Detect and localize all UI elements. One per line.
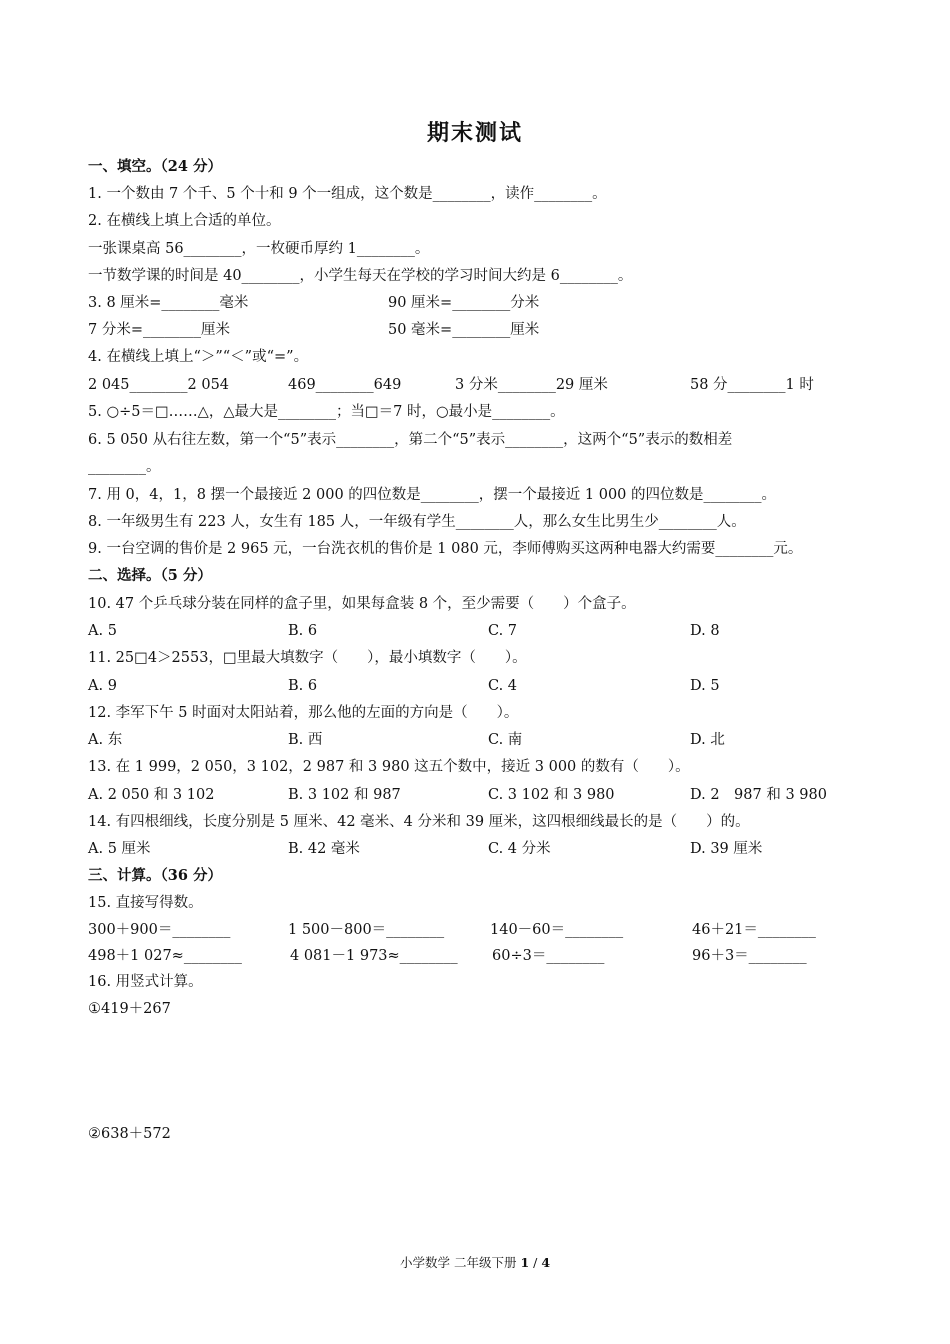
footer-page-total: 4 (541, 1255, 551, 1270)
question-14: 14. 有四根细线，长度分别是 5 厘米、42 毫米、4 分米和 39 厘米，这四根细线最长的是（ ）的。 (88, 814, 750, 830)
question-12: 12. 李军下午 5 时面对太阳站着，那么他的左面的方向是（ ）。 (88, 705, 519, 721)
question-5: 5. ○÷5＝□……△，△最大是________；当□＝7 时，○最小是________。 (88, 404, 565, 420)
calc-item: 140－60＝________ (490, 922, 624, 938)
q10-option-c: C. 7 (488, 623, 518, 639)
q10-option-b: B. 6 (288, 623, 318, 639)
question-3a-left: 3. 8 厘米=________毫米 (88, 295, 249, 311)
question-11: 11. 25□4＞2553，□里最大填数字（ ），最小填数字（ ）。 (88, 650, 527, 666)
question-8: 8. 一年级男生有 223 人，女生有 185 人，一年级有学生________人，那么女生比男生少________人。 (88, 514, 746, 530)
question-4-item-2: 469________649 (288, 377, 402, 393)
question-3a-right: 90 厘米=________分米 (388, 295, 540, 311)
question-10: 10. 47 个乒乓球分装在同样的盒子里，如果每盒装 8 个，至少需要（ ）个盒子。 (88, 596, 636, 612)
q13-option-b: B. 3 102 和 987 (288, 787, 401, 803)
calc-item: 4 081－1 973≈________ (290, 948, 458, 964)
q12-option-c: C. 南 (488, 732, 523, 748)
question-6: 6. 5 050 从右往左数，第一个“5”表示________，第二个“5”表示________，这两个“5”表示的数相差 (88, 432, 733, 448)
question-15: 15. 直接写得数。 (88, 895, 203, 911)
question-3b-right: 50 毫米=________厘米 (388, 322, 540, 338)
page-footer (0, 1253, 950, 1271)
q10-option-a: A. 5 (88, 623, 117, 639)
q12-option-b: B. 西 (288, 732, 323, 748)
footer-page-number: 1 (520, 1255, 530, 1270)
calc-item: 1 500－800＝________ (288, 922, 445, 938)
q14-option-d: D. 39 厘米 (690, 841, 763, 857)
calc-item: 46＋21＝________ (692, 922, 816, 938)
q14-option-b: B. 42 毫米 (288, 841, 360, 857)
q12-option-d: D. 北 (690, 732, 725, 748)
question-4-item-1: 2 045________2 054 (88, 377, 230, 393)
question-2a: 一张课桌高 56________，一枚硬币厚约 1________。 (88, 241, 430, 257)
section-fill-blank: 一、填空。（24 分） (88, 158, 222, 175)
section-choice: 二、选择。（5 分） (88, 567, 212, 584)
footer-separator: / (529, 1255, 542, 1270)
question-4-item-4: 58 分________1 时 (690, 377, 814, 393)
section-calculation: 三、计算。（36 分） (88, 867, 222, 884)
question-2b: 一节数学课的时间是 40________，小学生每天在学校的学习时间大约是 6________。 (88, 268, 633, 284)
q12-option-a: A. 东 (88, 732, 123, 748)
page-title: 期末测试 (426, 120, 523, 146)
question-16-part-2: ②638＋572 (88, 1126, 171, 1142)
calc-item: 498＋1 027≈________ (88, 948, 242, 964)
question-4-item-3: 3 分米________29 厘米 (455, 377, 608, 393)
q11-option-b: B. 6 (288, 678, 318, 694)
calc-item: 300＋900＝________ (88, 922, 231, 938)
q13-option-c: C. 3 102 和 3 980 (488, 787, 615, 803)
question-7: 7. 用 0，4，1，8 摆一个最接近 2 000 的四位数是________，摆一个最接近 1 000 的四位数是________。 (88, 487, 777, 503)
question-6-cont: ________。 (88, 459, 161, 475)
question-16-part-1: ①419＋267 (88, 1001, 171, 1017)
question-13: 13. 在 1 999，2 050，3 102，2 987 和 3 980 这五个数中，接近 3 000 的数有（ ）。 (88, 759, 690, 775)
footer-label: 小学数学 二年级下册 (399, 1255, 517, 1270)
q11-option-a: A. 9 (88, 678, 117, 694)
q13-option-d: D. 2 987 和 3 980 (690, 787, 827, 803)
q13-option-a: A. 2 050 和 3 102 (88, 787, 215, 803)
q11-option-d: D. 5 (690, 678, 720, 694)
question-3b-left: 7 分米=________厘米 (88, 322, 230, 338)
q10-option-d: D. 8 (690, 623, 720, 639)
q11-option-c: C. 4 (488, 678, 518, 694)
question-2: 2. 在横线上填上合适的单位。 (88, 213, 281, 229)
calc-item: 60÷3＝________ (492, 948, 605, 964)
question-16: 16. 用竖式计算。 (88, 974, 203, 990)
q14-option-c: C. 4 分米 (488, 841, 551, 857)
question-9: 9. 一台空调的售价是 2 965 元，一台洗衣机的售价是 1 080 元，李师傅购买这两种电器大约需要________元。 (88, 541, 803, 557)
question-4: 4. 在横线上填上“＞”“＜”或“=”。 (88, 349, 309, 365)
q14-option-a: A. 5 厘米 (88, 841, 151, 857)
calc-item: 96＋3＝________ (692, 948, 807, 964)
question-1: 1. 一个数由 7 个千、5 个十和 9 个一组成，这个数是________，读作________。 (88, 186, 607, 202)
